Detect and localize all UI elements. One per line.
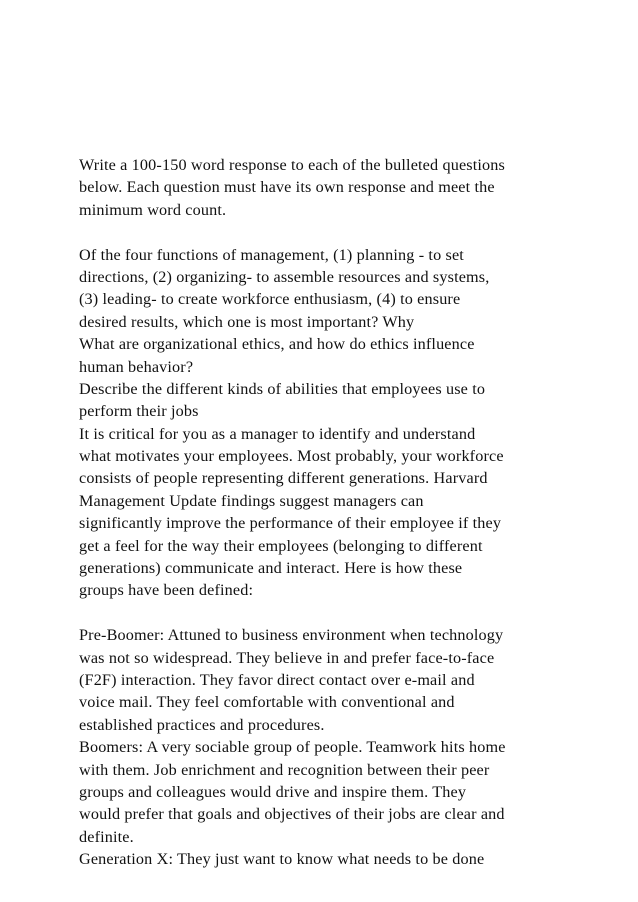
text-line: definite. bbox=[79, 827, 134, 846]
text-line: It is critical for you as a manager to identify and understand bbox=[79, 424, 476, 443]
text-line: desired results, which one is most important? Why bbox=[79, 312, 415, 331]
text-line: Of the four functions of management, (1) planning - to set bbox=[79, 245, 464, 264]
text-line: directions, (2) organizing- to assemble resources and systems, bbox=[79, 267, 490, 286]
text-line: human behavior? bbox=[79, 357, 194, 376]
text-line: Management Update findings suggest managers can bbox=[79, 491, 424, 510]
intro-paragraph bbox=[79, 154, 579, 221]
text-line: perform their jobs bbox=[79, 402, 199, 421]
generations-paragraph bbox=[79, 624, 579, 870]
text-line: Generation X: They just want to know what needs to be done bbox=[79, 850, 485, 869]
text-line: generations) communicate and interact. Here is how these bbox=[79, 559, 463, 578]
text-line: (F2F) interaction. They favor direct contact over e-mail and bbox=[79, 670, 475, 689]
text-line: was not so widespread. They believe in and prefer face-to-face bbox=[79, 648, 495, 667]
text-line: groups and colleagues would drive and inspire them. They bbox=[79, 782, 467, 801]
paragraph-spacer bbox=[79, 602, 579, 624]
text-line: significantly improve the performance of their employee if they bbox=[79, 514, 502, 533]
paragraph-spacer bbox=[79, 221, 579, 243]
questions-paragraph bbox=[79, 244, 579, 602]
text-line: what motivates your employees. Most probably, your workforce bbox=[79, 447, 504, 466]
text-line: established practices and procedures. bbox=[79, 715, 325, 734]
text-line: Pre-Boomer: Attuned to business environment when technology bbox=[79, 626, 504, 645]
text-line: get a feel for the way their employees (belonging to different bbox=[79, 536, 483, 555]
text-line: would prefer that goals and objectives of their jobs are clear and bbox=[79, 805, 505, 824]
text-line: minimum word count. bbox=[79, 200, 227, 219]
text-line: Write a 100-150 word response to each of the bulleted questions bbox=[79, 156, 505, 174]
text-line: with them. Job enrichment and recognition between their peer bbox=[79, 760, 490, 779]
document-body bbox=[79, 154, 579, 871]
text-line: Boomers: A very sociable group of people. Teamwork hits home bbox=[79, 738, 506, 757]
text-line: consists of people representing different generations. Harvard bbox=[79, 469, 488, 488]
text-line: voice mail. They feel comfortable with conventional and bbox=[79, 693, 455, 712]
text-line: (3) leading- to create workforce enthusiasm, (4) to ensure bbox=[79, 290, 461, 309]
text-line: groups have been defined: bbox=[79, 581, 254, 600]
text-line: below. Each question must have its own response and meet the bbox=[79, 178, 495, 197]
text-line: What are organizational ethics, and how do ethics influence bbox=[79, 335, 475, 354]
text-line: Describe the different kinds of abilities that employees use to bbox=[79, 379, 486, 398]
